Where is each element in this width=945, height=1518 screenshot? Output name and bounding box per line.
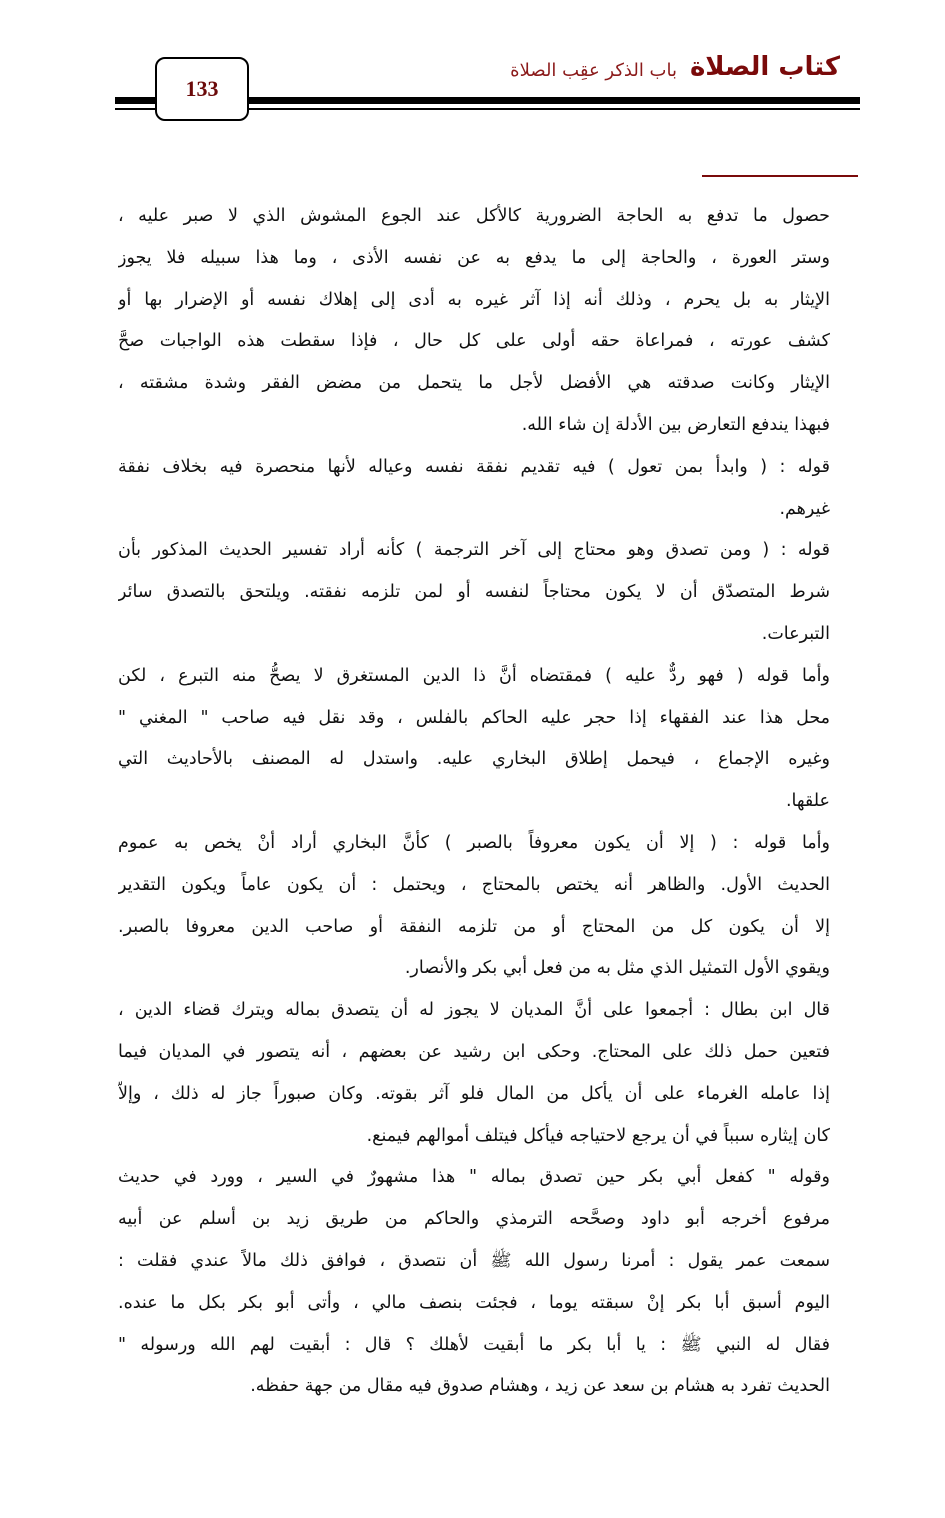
text-line: شرط المتصدّق أن لا يكون محتاجاً لنفسه أو لمن تلزمه نفقته. ويلتحق بالتصدق سائر xyxy=(118,582,830,603)
text-line: وستر العورة ، والحاجة إلى ما يدفع به عن نفسه الأذى ، وما هذا سبيله فلا يجوز xyxy=(118,247,830,268)
text-line: وغيره الإجماع ، فيحمل إطلاق البخاري عليه. واستدل له المصنف بالأحاديث التي xyxy=(118,749,830,770)
text-line: قوله : ( وابدأ بمن تعول ) فيه تقديم نفقة نفسه وعياله لأنها منحصرة فيه بخلاف نفقة xyxy=(118,456,830,477)
text-line: إذا عامله الغرماء على أن يأكل من المال فلو آثر بقوته. وكان صبوراً جاز له ذلك ، وإلاّ xyxy=(118,1083,830,1104)
text-line: محل هذا عند الفقهاء إذا حجر عليه الحاكم بالفلس ، وقد نقل فيه صاحب " المغني " xyxy=(118,707,830,728)
text-line: التبرعات. xyxy=(761,623,830,644)
text-line: وقوله " كفعل أبي بكر حين تصدق بماله " هذا مشهورٌ في السير ، وورد في حديث xyxy=(118,1167,830,1188)
text-line: الإيثار به بل يحرم ، وذلك أنه إذا آثر غيره به أدى إلى إهلاك نفسه أو الإضرار بها أو xyxy=(118,289,830,310)
text-line: فتعين حمل ذلك على المحتاج. وحكى ابن رشيد عن بعضهم ، أنه يتصور في المديان فيما xyxy=(118,1041,830,1062)
text-line: فقال له النبي ﷺ : يا أبا بكر ما أبقيت لأهلك ؟ قال : أبقيت لهم الله ورسوله " xyxy=(118,1334,830,1355)
book-title: كتاب الصلاة xyxy=(689,52,840,82)
text-line: فبهذا يندفع التعارض بين الأدلة إن شاء الله. xyxy=(521,414,830,435)
chapter-title: باب الذكر عقِب الصلاة xyxy=(510,60,677,81)
text-line: سمعت عمر يقول : أمرنا رسول الله ﷺ أن نتصدق ، فوافق ذلك مالاً عندي فقلت : xyxy=(118,1250,830,1271)
body-text xyxy=(118,196,830,1408)
text-line: ويقوي الأول التمثيل الذي مثل به من فعل أبي بكر والأنصار. xyxy=(404,958,830,979)
text-line: اليوم أسبق أبا بكر إنْ سبقته يوما ، فجئت بنصف مالي ، وأتى أبو بكر بكل ما عنده. xyxy=(118,1292,830,1313)
text-line: إلا أن يكون كل من المحتاج أو من تلزمه النفقة أو صاحب الدين معروفا بالصبر. xyxy=(118,916,830,937)
text-line: قال ابن بطال : أجمعوا على أنَّ المديان لا يجوز له أن يتصدق بماله ويترك قضاء الدين ، xyxy=(118,1000,830,1021)
text-line: غيرهم. xyxy=(779,498,830,519)
text-line: وأما قوله : ( إلا أن يكون معروفاً بالصبر ) كأنَّ البخاري أراد أنْ يخص به عموم xyxy=(118,832,830,853)
text-line: علقها. xyxy=(785,791,830,812)
page-number: 133 xyxy=(185,76,219,101)
page-number-box xyxy=(155,57,249,121)
text-line: مرفوع أخرجه أبو داود وصحَّحه الترمذي والحاكم من طريق زيد بن أسلم عن أبيه xyxy=(118,1209,830,1230)
text-line: قوله : ( ومن تصدق وهو محتاج إلى آخر الترجمة ) كأنه أراد تفسير الحديث المذكور بأن xyxy=(118,540,830,561)
text-line: حصول ما تدفع به الحاجة الضرورية كالأكل عند الجوع المشوش الذي لا صبر عليه ، xyxy=(118,206,830,226)
text-line: وأما قوله ( فهو ردٌّ عليه ) فمقتضاه أنَّ ذا الدين المستغرق لا يصحُّ منه التبرع ، لكن xyxy=(118,665,830,686)
section-divider xyxy=(702,175,858,177)
text-line: الإيثار وكانت صدقته هي الأفضل لأجل ما يتحمل من مضض الفقر وشدة مشقته ، xyxy=(118,373,830,394)
text-line: كان إيثاره سبباً في أن يرجع لاحتياجه فيأكل فيتلف أموالهم فيمنع. xyxy=(366,1125,830,1146)
text-line: الحديث تفرد به هشام بن سعد عن زيد ، وهشام صدوق فيه مقال من جهة حفظه. xyxy=(250,1376,830,1397)
text-line: كشف عورته ، فمراعاة حقه أولى على كل حال ، فإذا سقطت هذه الواجبات صحَّ xyxy=(118,331,830,352)
text-line: الحديث الأول. والظاهر أنه يختص بالمحتاج ، ويحتمل : أن يكون عاماً ويكون التقدير xyxy=(118,874,830,895)
